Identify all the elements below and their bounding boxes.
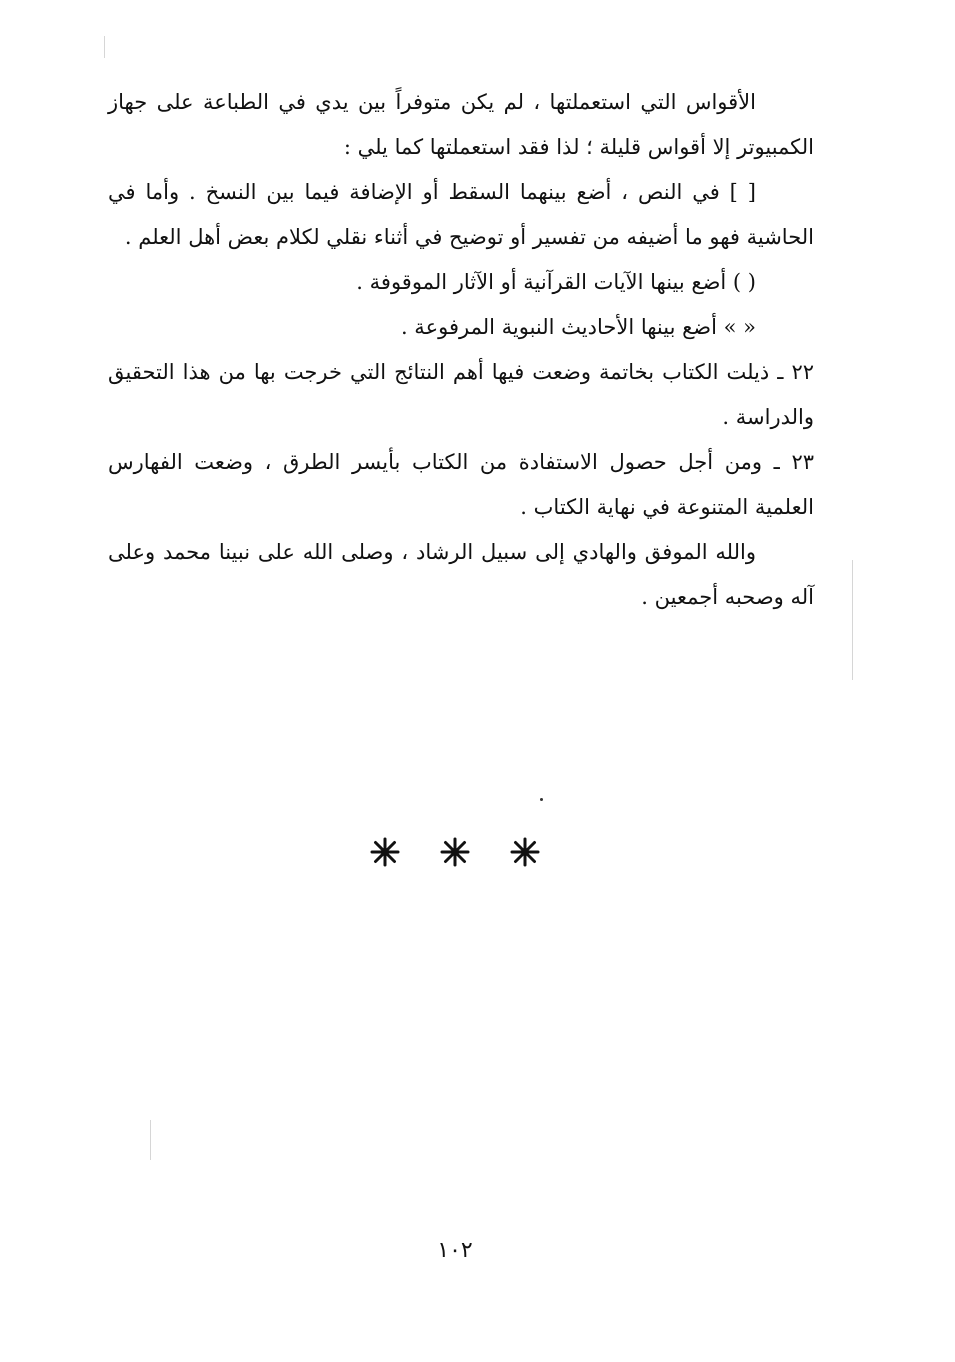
paragraph-guillemets: « » أضع بينها الأحاديث النبوية المرفوعة . (400, 315, 756, 339)
asterisk-star-icon (370, 837, 400, 867)
paragraph-brackets-intro: الأقواس التي استعملتها ، لم يكن متوفراً بين يدي في الطباعة على جهاز الكمبيوتر إلا أقواس قليلة ؛ لذا فقد استعملتها كما يلي : (108, 90, 814, 159)
scan-margin-mark (104, 36, 105, 58)
asterisk-star-icon (440, 837, 470, 867)
body-text (108, 80, 814, 620)
paragraph-item-23: ٢٣ ـ ومن أجل حصول الاستفادة من الكتاب بأيسر الطرق ، وضعت الفهارس العلمية المتنوعة في نهاية الكتاب . (108, 450, 814, 519)
page-number: ١٠٢ (437, 1238, 473, 1263)
section-ornament (370, 832, 540, 872)
paragraph-square-brackets: [ ] في النص ، أضع بينهما السقط أو الإضافة فيما بين النسخ . وأما في الحاشية فهو ما أضيفه من تفسير أو توضيح في أثناء نقلي لكلام بعض أهل العلم . (108, 180, 814, 249)
paragraph-item-22: ٢٢ ـ ذيلت الكتاب بخاتمة وضعت فيها أهم النتائج التي خرجت بها من هذا التحقيق والدراسة . (108, 360, 814, 429)
stray-dot (540, 798, 543, 801)
paragraph-closing-prayer: والله الموفق والهادي إلى سبيل الرشاد ، وصلى الله على نبينا محمد وعلى آله وصحبه أجمعين . (108, 540, 814, 609)
scan-margin-mark (150, 1120, 151, 1160)
paragraph-parentheses: ( ) أضع بينها الآيات القرآنية أو الآثار الموقوفة . (356, 270, 756, 294)
scan-margin-mark (852, 560, 853, 680)
asterisk-star-icon (510, 837, 540, 867)
